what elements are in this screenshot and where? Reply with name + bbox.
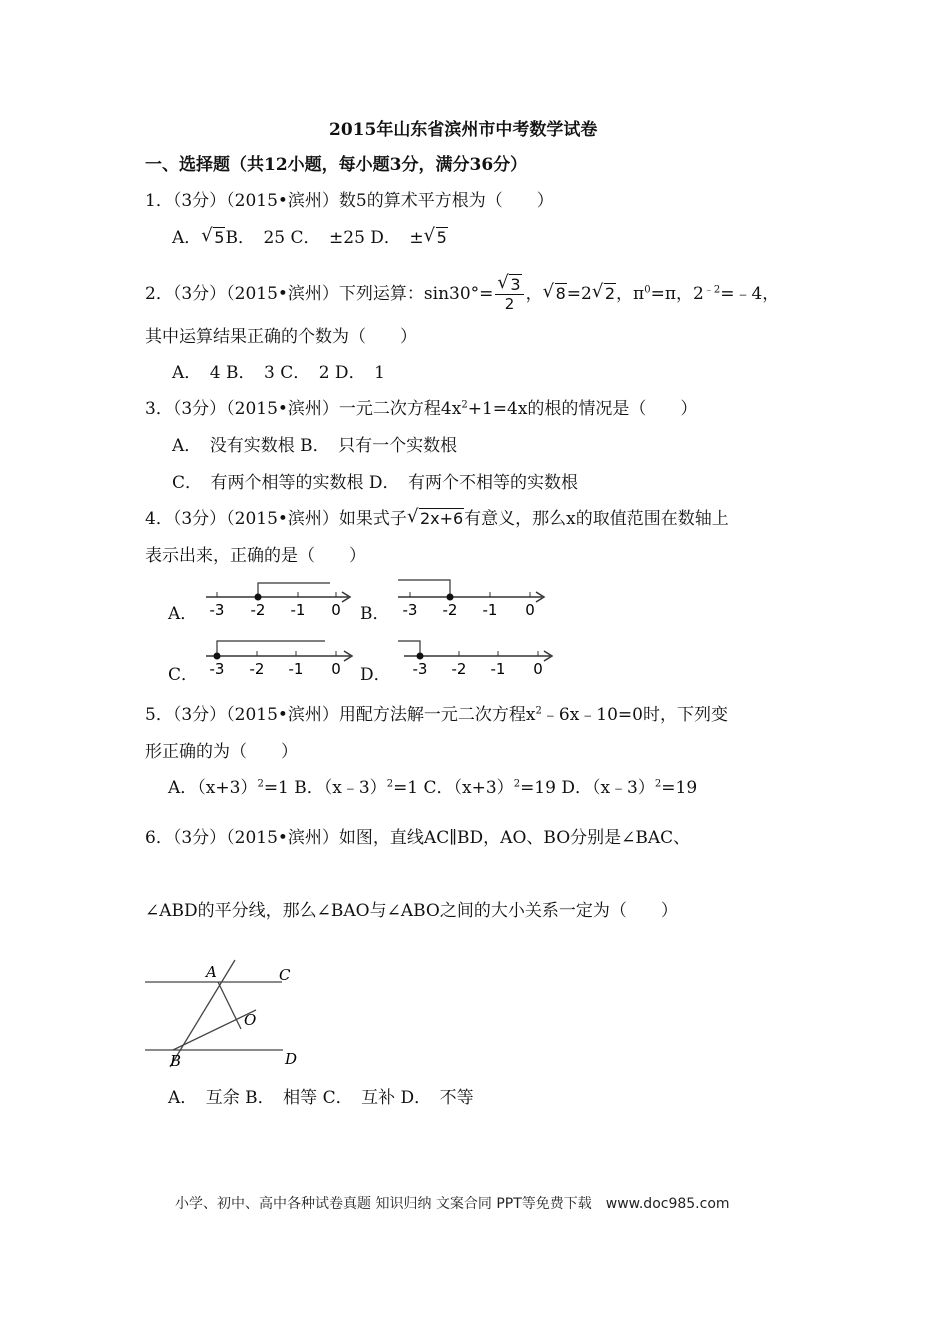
q1-option-a-label: A． [172,228,202,248]
q4-option-a-label: A． [168,604,198,624]
q4-sqrt: √ 2x+6 [406,506,464,528]
axis-d-tick-3: -1 [490,660,506,678]
q6-line2: ∠ABD的平分线，那么∠BAO与∠ABO之间的大小关系一定为（ ） [145,901,678,921]
q2-stem: 2．（3分）（2015•滨州）下列运算：sin30°= √ 3 2 ， √ 8=2 √ 2，$\pi^0=\pi$，$2^{﹣2}=﹣4$， [145,272,780,313]
q4-line2: 表示出来，正确的是（ ） [145,546,366,566]
axis-d-tick-1: -3 [412,660,428,678]
q2-fraction: √ 3 2 [495,276,523,313]
axis-d-tick-4: 0 [533,660,543,678]
axis-a-tick-1: -3 [209,601,225,619]
q4-stem: 4．（3分）（2015•滨州）如果式子 √ 2x+6有意义，那么x的取值范围在数轴上 [145,506,729,529]
q4-numberline-d [396,636,560,684]
page-footer: 小学、初中、高中各种试卷真题 知识归纳 文案合同 PPT等免费下载 www.doc985.com [175,1196,730,1212]
point-a-label: A [206,963,217,981]
axis-b-tick-2: -2 [442,601,458,619]
q3-stem: 3．（3分）（2015•滨州）一元二次方程$4x^2+1=4x$的根的情况是（ ） [145,399,698,419]
q4-option-c-label: C． [168,665,199,685]
point-d-label: D [285,1050,298,1068]
axis-b-tick-1: -3 [402,601,418,619]
q5-line2: 形正确的为（ ） [145,742,298,762]
point-c-label: C [279,966,291,984]
axis-c-tick-1: -3 [209,660,225,678]
axis-d-tick-2: -2 [451,660,467,678]
axis-a-tick-2: -2 [250,601,266,619]
section-heading: 一、选择题（共12小题，每小题3分，满分36分） [145,155,528,175]
q1-sqrt: √ 5 [201,225,225,247]
q2-sqrt8: √ 8 [542,281,566,303]
page-title: 2015年山东省滨州市中考数学试卷 [329,120,598,140]
q3-options-ab: A． 没有实数根 B． 只有一个实数根 [172,436,458,456]
q1-option-bcd: B． 25 C． ±25 D． ± [225,228,424,248]
axis-c-tick-4: 0 [331,660,341,678]
q4-numberline-a [200,575,360,623]
axis-a-tick-4: 0 [331,601,341,619]
q6-figure [140,955,310,1070]
q6-options: A． 互余 B． 相等 C． 互补 D． 不等 [168,1088,474,1108]
point-o-label: O [244,1011,257,1029]
q5-options: A．$(x+3)^2=1$ B．（x﹣3）$^2$=1 C．$(x+3)^2=19$ D．（x﹣3）$^2$=19 [168,778,698,798]
q3-options-cd: C． 有两个相等的实数根 D． 有两个不相等的实数根 [172,473,579,493]
q1-stem: 1．（3分）（2015•滨州）数5的算术平方根为（ ） [145,191,554,211]
point-b-label: B [170,1052,182,1070]
q1-options [172,227,448,249]
q6-stem: 6．（3分）（2015•滨州）如图，直线AC∥BD，AO、BO分别是∠BAC、 [145,828,691,848]
axis-b-tick-4: 0 [525,601,535,619]
q1-sqrt-d: √ 5 [423,225,447,247]
q4-numberline-c [200,636,360,684]
q2-options: A． 4 B． 3 C． 2 D． 1 [172,363,385,383]
q2-sqrt2: √ 2 [591,281,616,303]
q4-option-d-label: D． [360,665,391,685]
q5-stem: 5．（3分）（2015•滨州）用配方法解一元二次方程$x^2﹣6x﹣10=0$时，下列变 [145,705,728,725]
q2-line2: 其中运算结果正确的个数为（ ） [145,327,417,347]
q4-option-b-label: B． [360,604,390,624]
q4-numberline-b [392,575,552,623]
axis-b-tick-3: -1 [482,601,498,619]
axis-a-tick-3: -1 [290,601,306,619]
axis-c-tick-2: -2 [249,660,265,678]
axis-c-tick-3: -1 [288,660,304,678]
